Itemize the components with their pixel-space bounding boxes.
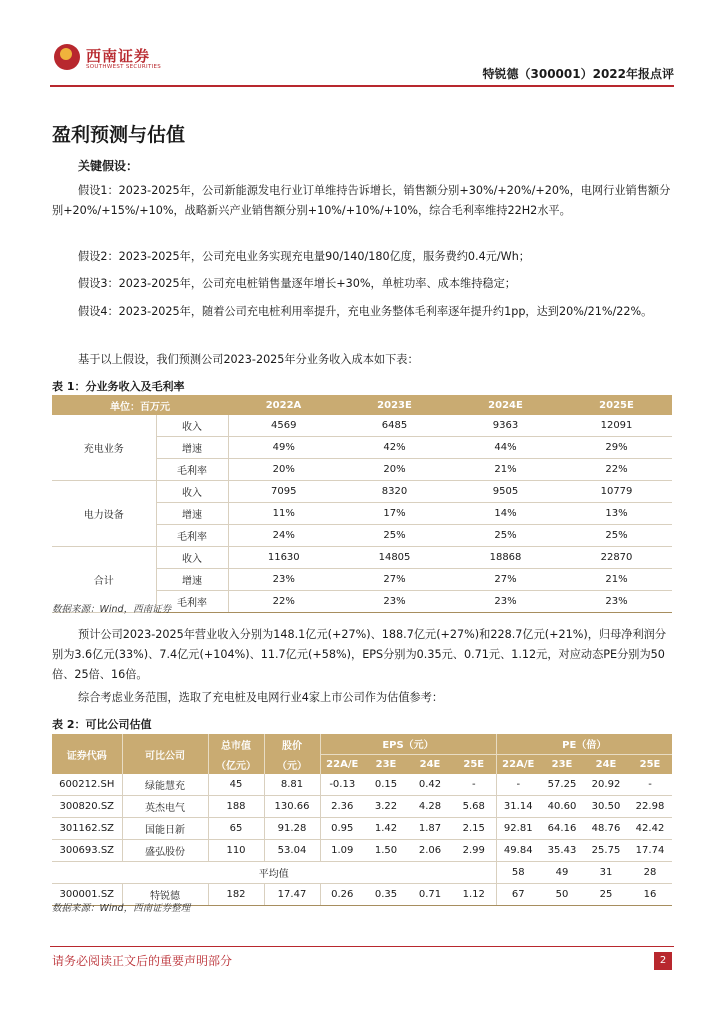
forecast-paragraph: 预计公司2023-2025年营业收入分别为148.1亿元(+27%)、188.7亿元(+27%)和228.7亿元(+21%)，归母净利润分别为3.6亿元(33%)、7.4亿元(+104%)、11.7亿元(+58%)，EPS分别为0.35元、0.71元、1.12元，对应动态PE分别为50倍、25倍、16倍。 xyxy=(52,628,667,681)
average-row xyxy=(52,862,672,884)
year-header: 24E xyxy=(408,754,452,774)
pe-cell: 48.76 xyxy=(584,818,628,840)
logo-text-cn: 西南证券 xyxy=(86,47,151,65)
metric-label: 毛利率 xyxy=(156,591,228,613)
disclaimer-notice: 请务必阅读正文后的重要声明部分 xyxy=(52,954,233,968)
eps-cell: 1.09 xyxy=(320,840,364,862)
cell: 17% xyxy=(339,503,450,525)
pe-cell: - xyxy=(628,774,672,796)
eps-cell: 1.50 xyxy=(364,840,408,862)
price-header: 股价 xyxy=(264,734,320,754)
market-cap: 45 xyxy=(208,774,264,796)
footer-divider xyxy=(50,946,674,947)
pe-cell: 25 xyxy=(584,884,628,906)
eps-cell: 0.71 xyxy=(408,884,452,906)
year-header: 2022A xyxy=(228,395,339,415)
eps-cell: 1.87 xyxy=(408,818,452,840)
price-unit: （元） xyxy=(264,754,320,774)
eps-cell: 0.35 xyxy=(364,884,408,906)
cell: 14805 xyxy=(339,547,450,569)
cell: 6485 xyxy=(339,415,450,437)
metric-label: 增速 xyxy=(156,569,228,591)
table-header-row xyxy=(52,395,672,415)
assumption-4: 假设4：2023-2025年，随着公司充电桩利用率提升，充电业务整体毛利率逐年提升约1pp，达到20%/21%/22%。 xyxy=(78,305,653,318)
pe-cell: - xyxy=(496,774,540,796)
cell: 13% xyxy=(561,503,672,525)
pe-cell: 22.98 xyxy=(628,796,672,818)
pe-header: PE（倍） xyxy=(496,734,672,754)
pe-cell: 40.60 xyxy=(540,796,584,818)
eps-header: EPS（元） xyxy=(320,734,496,754)
pe-cell: 42.42 xyxy=(628,818,672,840)
header-divider xyxy=(50,85,674,87)
year-header: 25E xyxy=(628,754,672,774)
company-name: 绿能慧充 xyxy=(122,774,208,796)
eps-cell: -0.13 xyxy=(320,774,364,796)
cell: 9363 xyxy=(450,415,561,437)
cell: 22% xyxy=(561,459,672,481)
cell: 12091 xyxy=(561,415,672,437)
cell: 23% xyxy=(561,591,672,613)
year-header: 2024E xyxy=(450,395,561,415)
table-row xyxy=(52,547,672,569)
year-header: 22A/E xyxy=(320,754,364,774)
eps-cell: 5.68 xyxy=(452,796,496,818)
segment-revenue-table xyxy=(52,395,672,613)
report-title: 特锐德（300001）2022年报点评 xyxy=(482,67,674,81)
pe-cell: 57.25 xyxy=(540,774,584,796)
eps-cell: 2.06 xyxy=(408,840,452,862)
cell: 42% xyxy=(339,437,450,459)
pe-cell: 49.84 xyxy=(496,840,540,862)
name-header: 可比公司 xyxy=(122,734,208,774)
cell: 18868 xyxy=(450,547,561,569)
cell: 49% xyxy=(228,437,339,459)
table1-caption: 表 1：分业务收入及毛利率 xyxy=(52,380,185,393)
cell: 25% xyxy=(450,525,561,547)
pe-cell: 35.43 xyxy=(540,840,584,862)
average-label: 平均值 xyxy=(52,862,496,884)
assumption-1: 假设1：2023-2025年，公司新能源发电行业订单维持告诉增长，销售额分别+30%/+20%/+20%，电网行业销售额分别+20%/+15%/+10%，战略新兴产业销售额分别+10%/+10%/+10%，综合毛利率维持22H2水平。 xyxy=(52,184,671,217)
logo-text-en: SOUTHWEST SECURITIES xyxy=(86,64,162,70)
unit-header: 单位：百万元 xyxy=(52,395,228,415)
assumption-3: 假设3：2023-2025年，公司充电桩销售量逐年增长+30%，单桩功率、成本维持稳定； xyxy=(78,277,516,290)
mcap-header: 总市值 xyxy=(208,734,264,754)
mcap-unit: （亿元） xyxy=(208,754,264,774)
metric-label: 增速 xyxy=(156,503,228,525)
pe-cell: 30.50 xyxy=(584,796,628,818)
table-row xyxy=(52,481,672,503)
pe-cell: 25.75 xyxy=(584,840,628,862)
eps-cell: 2.99 xyxy=(452,840,496,862)
peer-paragraph: 综合考虑业务范围，选取了充电桩及电网行业4家上市公司作为估值参考： xyxy=(78,691,444,704)
eps-cell: - xyxy=(452,774,496,796)
avg-pe-cell: 49 xyxy=(540,862,584,884)
stock-code: 300001.SZ xyxy=(52,884,122,906)
year-header: 2025E xyxy=(561,395,672,415)
pe-cell: 20.92 xyxy=(584,774,628,796)
table-row xyxy=(52,796,672,818)
year-header: 2023E xyxy=(339,395,450,415)
market-cap: 188 xyxy=(208,796,264,818)
stock-price: 91.28 xyxy=(264,818,320,840)
stock-price: 17.47 xyxy=(264,884,320,906)
cell: 4569 xyxy=(228,415,339,437)
market-cap: 65 xyxy=(208,818,264,840)
eps-cell: 0.42 xyxy=(408,774,452,796)
assumption-2: 假设2：2023-2025年，公司充电业务实现充电量90/140/180亿度，服务费约0.4元/Wh； xyxy=(78,250,530,263)
avg-pe-cell: 58 xyxy=(496,862,540,884)
eps-cell: 0.95 xyxy=(320,818,364,840)
cell: 23% xyxy=(339,591,450,613)
eps-cell: 1.12 xyxy=(452,884,496,906)
logo-sun-icon xyxy=(60,48,72,60)
table2-caption: 表 2：可比公司估值 xyxy=(52,718,152,731)
table-row xyxy=(52,818,672,840)
eps-cell: 0.26 xyxy=(320,884,364,906)
cell: 27% xyxy=(339,569,450,591)
pe-cell: 31.14 xyxy=(496,796,540,818)
code-header: 证券代码 xyxy=(52,734,122,774)
table2-source: 数据来源：Wind，西南证券整理 xyxy=(52,903,191,914)
year-header: 23E xyxy=(364,754,408,774)
key-assumptions-label: 关键假设： xyxy=(78,159,139,173)
eps-cell: 2.15 xyxy=(452,818,496,840)
company-name: 国能日新 xyxy=(122,818,208,840)
pe-cell: 50 xyxy=(540,884,584,906)
pe-cell: 17.74 xyxy=(628,840,672,862)
stock-price: 53.04 xyxy=(264,840,320,862)
cell: 11% xyxy=(228,503,339,525)
eps-cell: 4.28 xyxy=(408,796,452,818)
metric-label: 毛利率 xyxy=(156,459,228,481)
year-header: 25E xyxy=(452,754,496,774)
metric-label: 收入 xyxy=(156,415,228,437)
metric-label: 收入 xyxy=(156,547,228,569)
company-logo xyxy=(50,38,180,78)
table-row xyxy=(52,415,672,437)
avg-pe-cell: 28 xyxy=(628,862,672,884)
pe-cell: 64.16 xyxy=(540,818,584,840)
cell: 22% xyxy=(228,591,339,613)
cell: 24% xyxy=(228,525,339,547)
cell: 44% xyxy=(450,437,561,459)
cell: 20% xyxy=(339,459,450,481)
company-name: 特锐德 xyxy=(122,884,208,906)
cell: 8320 xyxy=(339,481,450,503)
stock-code: 600212.SH xyxy=(52,774,122,796)
segment-name: 充电业务 xyxy=(52,415,156,481)
cell: 27% xyxy=(450,569,561,591)
cell: 23% xyxy=(228,569,339,591)
eps-cell: 1.42 xyxy=(364,818,408,840)
cell: 20% xyxy=(228,459,339,481)
pe-cell: 16 xyxy=(628,884,672,906)
company-name: 英杰电气 xyxy=(122,796,208,818)
cell: 21% xyxy=(450,459,561,481)
table-row xyxy=(52,774,672,796)
stock-price: 130.66 xyxy=(264,796,320,818)
year-header: 22A/E xyxy=(496,754,540,774)
cell: 23% xyxy=(450,591,561,613)
avg-pe-cell: 31 xyxy=(584,862,628,884)
pe-cell: 67 xyxy=(496,884,540,906)
year-header: 23E xyxy=(540,754,584,774)
cell: 7095 xyxy=(228,481,339,503)
eps-cell: 0.15 xyxy=(364,774,408,796)
cell: 22870 xyxy=(561,547,672,569)
cell: 21% xyxy=(561,569,672,591)
stock-code: 300693.SZ xyxy=(52,840,122,862)
stock-price: 8.81 xyxy=(264,774,320,796)
stock-code: 301162.SZ xyxy=(52,818,122,840)
section-title: 盈利预测与估值 xyxy=(52,124,186,146)
peer-valuation-table xyxy=(52,734,672,906)
cell: 9505 xyxy=(450,481,561,503)
intro-paragraph: 基于以上假设，我们预测公司2023-2025年分业务收入成本如下表： xyxy=(78,353,419,366)
metric-label: 毛利率 xyxy=(156,525,228,547)
company-name: 盛弘股份 xyxy=(122,840,208,862)
segment-name: 电力设备 xyxy=(52,481,156,547)
cell: 25% xyxy=(339,525,450,547)
eps-cell: 3.22 xyxy=(364,796,408,818)
cell: 29% xyxy=(561,437,672,459)
stock-code: 300820.SZ xyxy=(52,796,122,818)
cell: 10779 xyxy=(561,481,672,503)
cell: 11630 xyxy=(228,547,339,569)
metric-label: 增速 xyxy=(156,437,228,459)
year-header: 24E xyxy=(584,754,628,774)
table-row xyxy=(52,840,672,862)
market-cap: 182 xyxy=(208,884,264,906)
segment-name: 合计 xyxy=(52,547,156,613)
cell: 25% xyxy=(561,525,672,547)
page-header xyxy=(50,38,674,86)
metric-label: 收入 xyxy=(156,481,228,503)
table1-source: 数据来源：Wind，西南证券 xyxy=(52,604,172,615)
table-header-row xyxy=(52,734,672,754)
page-number: 2 xyxy=(654,952,672,970)
eps-cell: 2.36 xyxy=(320,796,364,818)
pe-cell: 92.81 xyxy=(496,818,540,840)
market-cap: 110 xyxy=(208,840,264,862)
cell: 14% xyxy=(450,503,561,525)
